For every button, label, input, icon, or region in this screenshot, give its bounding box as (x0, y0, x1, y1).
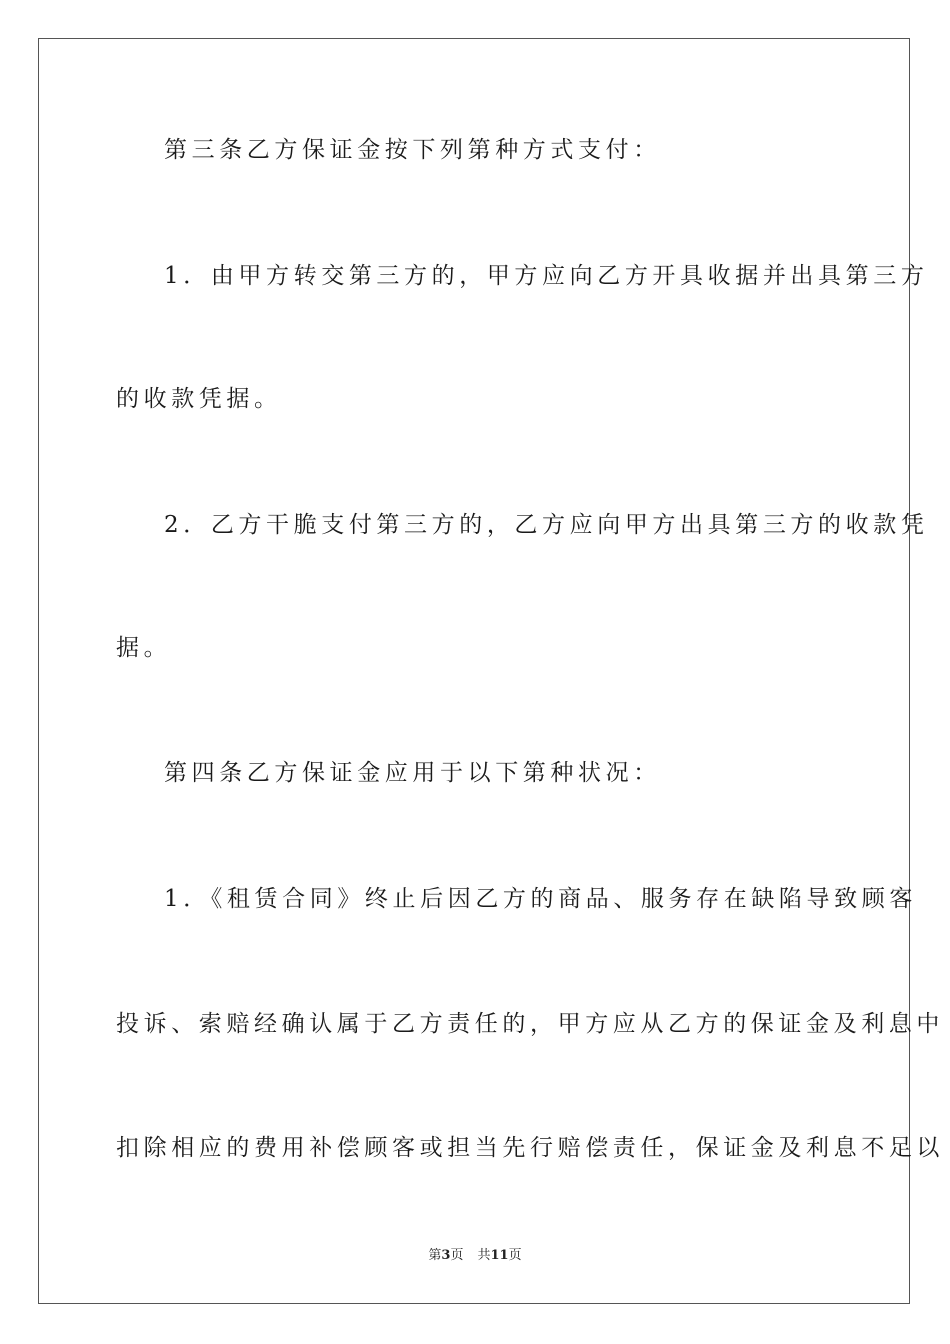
footer-total-prefix: 共 (477, 1248, 491, 1263)
footer-page-number: 3 (441, 1248, 451, 1263)
footer-total-suffix: 页 (508, 1248, 522, 1263)
article-4-heading: 第四条乙方保证金应用于以下第种状况： (164, 760, 661, 786)
page-frame (38, 38, 944, 1304)
footer-page-suffix: 页 (450, 1248, 464, 1263)
paragraph-line: 1．《租赁合同》终止后因乙方的商品、服务存在缺陷导致顾客 (164, 886, 917, 912)
paragraph-line: 2．乙方干脆支付第三方的，乙方应向甲方出具第三方的收款凭 (164, 512, 929, 538)
footer-total-pages: 11 (490, 1248, 509, 1263)
paragraph-line: 1．由甲方转交第三方的，甲方应向乙方开具收据并出具第三方 (164, 263, 929, 289)
paragraph-line: 的收款凭据。 (116, 386, 282, 412)
article-3-heading: 第三条乙方保证金按下列第种方式支付： (164, 137, 661, 163)
footer-page-prefix: 第 (428, 1248, 442, 1263)
page-footer (0, 1247, 950, 1265)
paragraph-line: 投诉、索赔经确认属于乙方责任的，甲方应从乙方的保证金及利息中 (116, 1011, 944, 1037)
paragraph-line: 扣除相应的费用补偿顾客或担当先行赔偿责任，保证金及利息不足以 (116, 1135, 944, 1161)
paragraph-line: 据。 (116, 635, 172, 661)
